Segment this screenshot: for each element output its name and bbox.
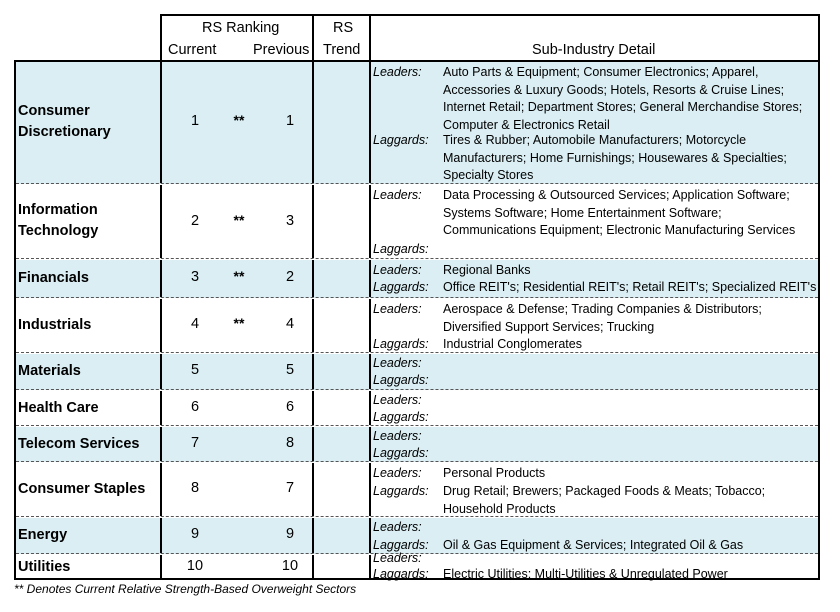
- laggards-detail-line: Electric Utilities; Multi-Utilities & Unregulated Power: [443, 567, 728, 581]
- leaders-detail: [443, 262, 818, 280]
- table-row: [16, 463, 818, 517]
- rs-ranking-cell: [160, 391, 312, 425]
- previous-rank: 3: [285, 213, 295, 229]
- laggards-detail-line: Office REIT's; Residential REIT's; Retail REIT's; Specialized REIT's: [443, 280, 817, 294]
- previous-rank: 6: [285, 399, 295, 415]
- leaders-label: Leaders:: [373, 356, 422, 370]
- table-row: [16, 185, 818, 259]
- header-rs-ranking: [160, 14, 312, 60]
- sub-industry-cell: [369, 354, 818, 389]
- current-rank: 3: [190, 269, 200, 285]
- laggards-label: Laggards:: [373, 337, 429, 351]
- leaders-detail: [443, 301, 818, 336]
- laggards-label: Laggards:: [373, 446, 429, 460]
- sector-name: [18, 200, 98, 242]
- leaders-detail: [443, 465, 818, 483]
- table-row: [16, 551, 818, 581]
- sub-industry-cell: [369, 427, 818, 461]
- rs-ranking-cell: [160, 555, 312, 580]
- header-rs: RS: [333, 20, 354, 36]
- header-sub-industry-label: Sub-Industry Detail: [532, 42, 656, 58]
- table-row: [16, 354, 818, 390]
- rs-ranking-cell: [160, 463, 312, 516]
- rs-ranking-cell: [160, 185, 312, 258]
- leaders-label: Leaders:: [373, 393, 422, 407]
- sub-industry-cell: [369, 299, 818, 352]
- rs-trend-cell: [312, 260, 369, 297]
- leaders-detail: [443, 187, 818, 240]
- sector-cell: [16, 391, 160, 425]
- current-rank: 6: [190, 399, 200, 415]
- current-rank: 1: [190, 113, 200, 129]
- leaders-detail-line: Internet Retail; Department Stores; General Merchandise Stores;: [443, 100, 803, 114]
- leaders-detail-line: Auto Parts & Equipment; Consumer Electronics; Apparel,: [443, 65, 759, 79]
- sector-name-line: Telecom Services: [18, 436, 140, 452]
- current-rank: 2: [190, 213, 200, 229]
- laggards-detail-line: Tires & Rubber; Automobile Manufacturers; Motorcycle: [443, 133, 747, 147]
- laggards-detail: [443, 132, 818, 185]
- rs-trend-cell: [312, 299, 369, 352]
- sector-name: [18, 101, 111, 143]
- table-row: [16, 391, 818, 426]
- laggards-detail-line: Household Products: [443, 501, 556, 516]
- laggards-detail-line: Oil & Gas Equipment & Services; Integrated Oil & Gas: [443, 538, 744, 552]
- current-rank: 8: [190, 480, 200, 496]
- sector-name-line: Consumer: [18, 103, 90, 119]
- current-rank: 7: [190, 435, 200, 451]
- sector-name: [18, 398, 99, 419]
- sector-name-line: Information: [18, 202, 98, 218]
- laggards-label: Laggards:: [373, 242, 429, 256]
- table-row: [16, 427, 818, 462]
- sector-cell: [16, 463, 160, 516]
- laggards-detail: [443, 483, 818, 518]
- leaders-label: Leaders:: [373, 429, 422, 443]
- sector-name-line: Financials: [18, 270, 89, 286]
- sector-ranking-table: [14, 14, 820, 580]
- previous-rank: 2: [285, 269, 295, 285]
- header-sub-industry: [369, 14, 820, 60]
- leaders-detail-line: Diversified Support Services; Trucking: [443, 319, 655, 334]
- rs-ranking-cell: [160, 62, 312, 183]
- current-rank: 9: [190, 526, 200, 542]
- rs-trend-cell: [312, 62, 369, 183]
- laggards-label: Laggards:: [373, 538, 429, 552]
- leaders-label: Leaders:: [373, 520, 422, 534]
- sector-name: [18, 525, 67, 546]
- previous-rank: 4: [285, 316, 295, 332]
- previous-rank: 10: [281, 558, 299, 574]
- sector-name-line: Health Care: [18, 400, 99, 416]
- leaders-detail-line: Communications Equipment; Electronic Manufacturing Services: [443, 223, 796, 237]
- table-body: [14, 60, 820, 580]
- sector-name-line: Consumer Staples: [18, 481, 146, 497]
- leaders-label: Leaders:: [373, 466, 422, 480]
- sector-name: [18, 315, 91, 336]
- leaders-detail-line: Aerospace & Defense; Trading Companies & Distributors;: [443, 302, 762, 316]
- laggards-label: Laggards:: [373, 567, 429, 581]
- sector-name: [18, 268, 89, 289]
- leaders-label: Leaders:: [373, 65, 422, 79]
- sector-name: [18, 557, 70, 578]
- rs-trend-cell: [312, 555, 369, 580]
- sub-industry-cell: [369, 62, 818, 183]
- laggards-label: Laggards:: [373, 133, 429, 147]
- table-row: [16, 518, 818, 554]
- previous-rank: 5: [285, 362, 295, 378]
- header-blank: [14, 14, 160, 60]
- laggards-detail: [443, 336, 818, 354]
- current-rank: 5: [190, 362, 200, 378]
- sector-cell: [16, 299, 160, 352]
- sector-name-line: Materials: [18, 363, 81, 379]
- sub-industry-cell: [369, 185, 818, 258]
- laggards-detail-line: Manufacturers; Home Furnishings; Housewares & Specialties;: [443, 150, 787, 165]
- rs-ranking-cell: [160, 354, 312, 389]
- header-current: Current: [168, 42, 217, 58]
- sector-cell: [16, 354, 160, 389]
- leaders-detail: [443, 64, 818, 134]
- sector-cell: [16, 185, 160, 258]
- sector-name: [18, 434, 139, 455]
- laggards-detail-line: Specialty Stores: [443, 168, 534, 182]
- sector-cell: [16, 427, 160, 461]
- sector-name: [18, 361, 81, 382]
- table-row: [16, 260, 818, 298]
- sector-name-line: Energy: [18, 527, 68, 543]
- leaders-detail-line: Computer & Electronics Retail: [443, 117, 610, 132]
- laggards-label: Laggards:: [373, 280, 429, 294]
- rs-trend-cell: [312, 391, 369, 425]
- footnote: ** Denotes Current Relative Strength-Based Overweight Sectors: [14, 582, 357, 596]
- rs-ranking-cell: [160, 427, 312, 461]
- previous-rank: 1: [285, 113, 295, 129]
- rs-trend-cell: [312, 354, 369, 389]
- sub-industry-cell: [369, 391, 818, 425]
- laggards-detail-line: Industrial Conglomerates: [443, 337, 582, 351]
- sub-industry-cell: [369, 551, 818, 581]
- sector-cell: [16, 555, 160, 580]
- rs-ranking-cell: [160, 518, 312, 553]
- laggards-label: Laggards:: [373, 484, 429, 498]
- laggards-detail: [443, 279, 818, 297]
- sector-cell: [16, 62, 160, 183]
- sector-name-line: Technology: [18, 223, 99, 239]
- laggards-label: Laggards:: [373, 410, 429, 424]
- leaders-label: Leaders:: [373, 302, 422, 316]
- rs-trend-cell: [312, 463, 369, 516]
- sub-industry-cell: [369, 260, 818, 297]
- leaders-label: Leaders:: [373, 263, 422, 277]
- sector-name-line: Utilities: [18, 559, 71, 575]
- sector-name-line: Industrials: [18, 317, 92, 333]
- laggards-detail: [443, 537, 818, 555]
- rs-trend-cell: [312, 427, 369, 461]
- laggards-label: Laggards:: [373, 373, 429, 387]
- table-row: [16, 62, 818, 184]
- leaders-detail-line: Accessories & Luxury Goods; Hotels, Resorts & Cruise Lines;: [443, 82, 785, 97]
- leaders-detail-line: Data Processing & Outsourced Services; Application Software;: [443, 188, 790, 202]
- header-previous: Previous: [253, 42, 310, 58]
- leaders-detail-line: Personal Products: [443, 466, 546, 480]
- overweight-marker: **: [233, 268, 245, 284]
- leaders-label: Leaders:: [373, 551, 422, 565]
- overweight-marker: **: [233, 112, 245, 128]
- rs-trend-cell: [312, 518, 369, 553]
- table-row: [16, 299, 818, 353]
- leaders-detail-line: Systems Software; Home Entertainment Software;: [443, 205, 722, 220]
- laggards-detail: [443, 566, 818, 584]
- rs-ranking-cell: [160, 299, 312, 352]
- sector-cell: [16, 518, 160, 553]
- sub-industry-cell: [369, 518, 818, 553]
- sector-cell: [16, 260, 160, 297]
- overweight-marker: **: [233, 315, 245, 331]
- previous-rank: 7: [285, 480, 295, 496]
- header-rs-trend: [312, 14, 369, 60]
- previous-rank: 9: [285, 526, 295, 542]
- current-rank: 4: [190, 316, 200, 332]
- overweight-marker: **: [233, 212, 245, 228]
- laggards-detail-line: Drug Retail; Brewers; Packaged Foods & Meats; Tobacco;: [443, 484, 766, 498]
- sub-industry-cell: [369, 463, 818, 516]
- current-rank: 10: [186, 558, 204, 574]
- leaders-label: Leaders:: [373, 188, 422, 202]
- rs-trend-cell: [312, 185, 369, 258]
- leaders-detail-line: Regional Banks: [443, 263, 531, 277]
- header-rs-ranking-label: RS Ranking: [202, 20, 280, 36]
- sector-name-line: Discretionary: [18, 124, 111, 140]
- previous-rank: 8: [285, 435, 295, 451]
- sector-name: [18, 479, 145, 500]
- header-trend: Trend: [323, 42, 361, 58]
- rs-ranking-cell: [160, 260, 312, 297]
